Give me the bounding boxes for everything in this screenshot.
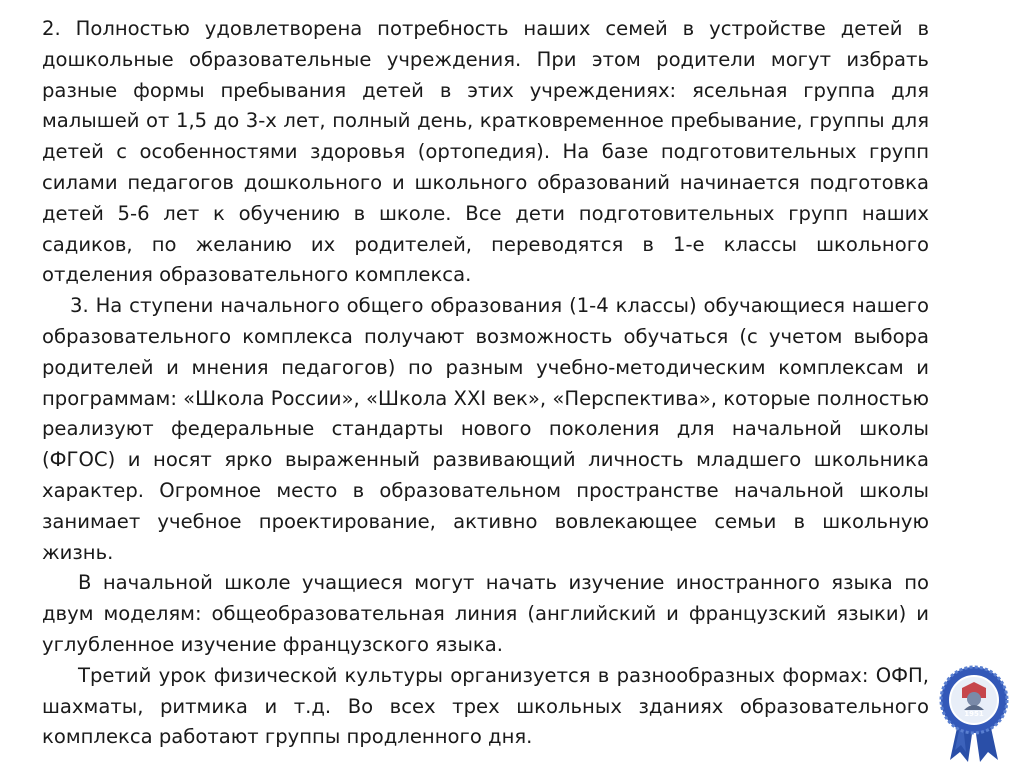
medal-year: 1951 [964,710,984,718]
paragraph-foreign-language: В начальной школе учащиеся могут начать изучение иностранного языка по двум моделям: общеобразовательная линия (английский и французский языки) и углубленное изучение французского языка. [42,571,929,656]
paragraph-physical-culture: Третий урок физической культуры организуется в разнообразных формах: ОФП, шахматы, ритмика и т.д. Во всех трех школьных зданиях образовательного комплекса работают группы продленного дня. [42,663,929,749]
body-text [42,14,929,753]
paragraph-preschool: 2. Полностью удовлетворена потребность наших семей в устройстве детей в дошкольные образовательные учреждения. При этом родители могут избрать разные формы пребывания детей в этих учреждениях: ясельная группа для малышей от 1,5 до 3-х лет, полный день, кратковременное пребывание, группы для детей с особенностями здоровья (ортопедия). На базе подготовительных групп силами педагогов дошкольного и школьного образований начинается подготовка детей 5-6 лет к обучению в школе. Все дети подготовительных групп наших садиков, по желанию их родителей, переводятся в 1-е классы школьного отделения образовательного комплекса. [42,17,929,287]
paragraph-primary-education: 3. На ступени начального общего образования (1-4 классы) обучающиеся нашего образовательного комплекса получают возможность обучаться (с учетом выбора родителей и мнения педагогов) по разным учебно-методическим комплексам и программам: «Школа России», «Школа XXI век», «Перспектива», которые полностью реализуют федеральные стандарты нового поколения для начальной школы (ФГОС) и носят ярко выраженный развивающий личность младшего школьника характер. Огромное место в образовательном пространстве начальной школы занимает учебное проектирование, активно вовлекающее семьи в школьную жизнь. [42,294,929,564]
ribbon-medal-icon [936,664,1012,764]
